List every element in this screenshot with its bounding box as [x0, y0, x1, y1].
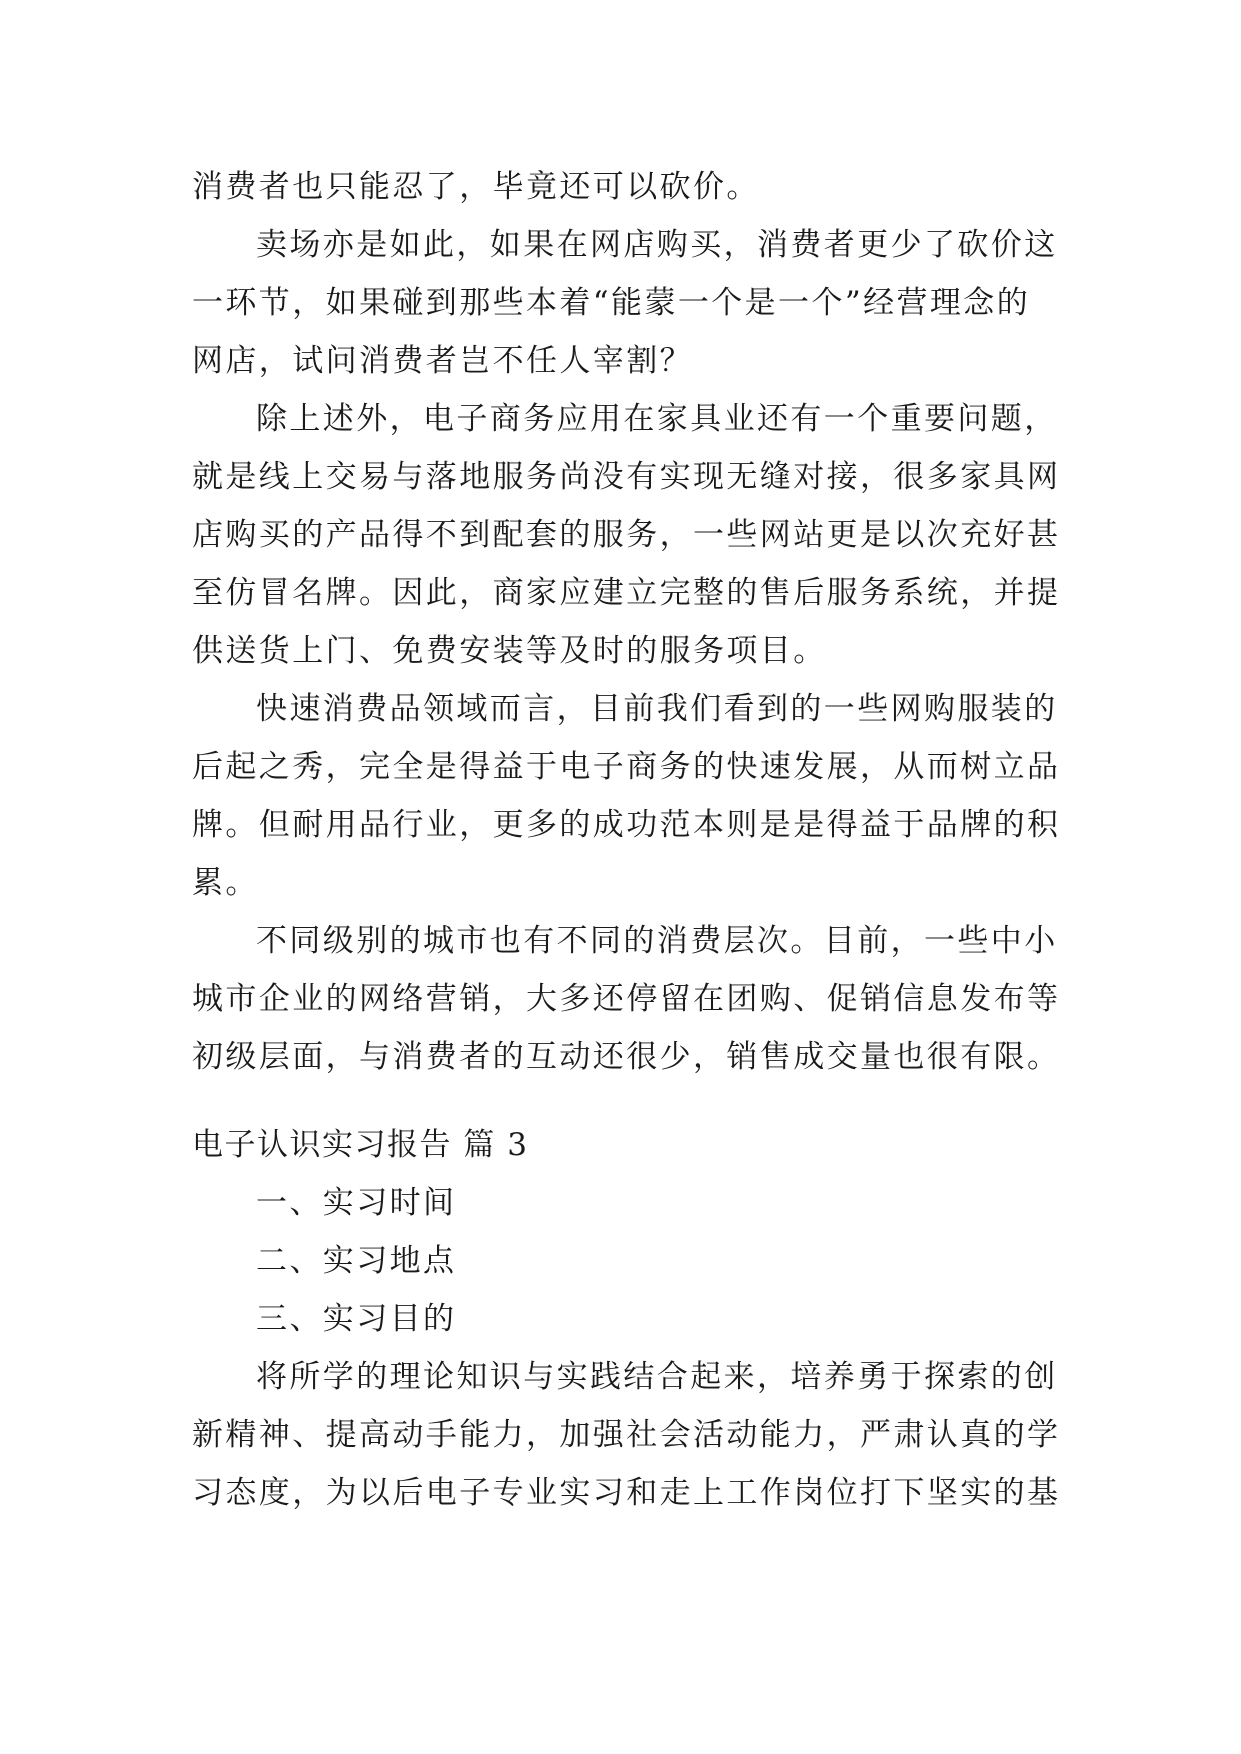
- text-line: 卖场亦是如此，如果在网店购买，消费者更少了砍价这: [256, 227, 1058, 263]
- text-line: 店购买的产品得不到配套的服务，一些网站更是以次充好甚: [192, 517, 1061, 553]
- text-line: 城市企业的网络营销，大多还停留在团购、促销信息发布等: [192, 981, 1061, 1017]
- text-line: 除上述外，电子商务应用在家具业还有一个重要问题，: [256, 401, 1058, 437]
- text-line: 就是线上交易与落地服务尚没有实现无缝对接，很多家具网: [192, 459, 1061, 495]
- section-heading: 电子认识实习报告 篇 3: [192, 1127, 529, 1163]
- text-line: 快速消费品领域而言，目前我们看到的一些网购服装的: [256, 691, 1058, 727]
- section-gap: [192, 1086, 1052, 1116]
- text-line: 将所学的理论知识与实践结合起来，培养勇于探索的创: [256, 1359, 1058, 1395]
- list-item: 一、实习时间: [256, 1185, 457, 1221]
- text-line: 习态度，为以后电子专业实习和走上工作岗位打下坚实的基: [192, 1475, 1061, 1511]
- text-line: 后起之秀，完全是得益于电子商务的快速发展，从而树立品: [192, 749, 1061, 785]
- text-line: 网店，试问消费者岂不任人宰割？: [192, 343, 693, 379]
- text-line: 牌。但耐用品行业，更多的成功范本则是是得益于品牌的积: [192, 807, 1061, 843]
- document-body: [192, 158, 1061, 1522]
- list-item: 二、实习地点: [256, 1243, 457, 1279]
- text-line: 至仿冒名牌。因此，商家应建立完整的售后服务系统，并提: [192, 575, 1061, 611]
- text-line: 初级层面，与消费者的互动还很少，销售成交量也很有限。: [192, 1039, 1061, 1075]
- list-item: 三、实习目的: [256, 1301, 457, 1337]
- text-line: 累。: [192, 865, 259, 901]
- text-line: 供送货上门、免费安装等及时的服务项目。: [192, 633, 827, 669]
- text-line: 新精神、提高动手能力，加强社会活动能力，严肃认真的学: [192, 1417, 1061, 1453]
- text-line: 消费者也只能忍了，毕竟还可以砍价。: [192, 169, 760, 205]
- text-line: 一环节，如果碰到那些本着“能蒙一个是一个”经营理念的: [192, 285, 1031, 321]
- text-line: 不同级别的城市也有不同的消费层次。目前，一些中小: [256, 923, 1058, 959]
